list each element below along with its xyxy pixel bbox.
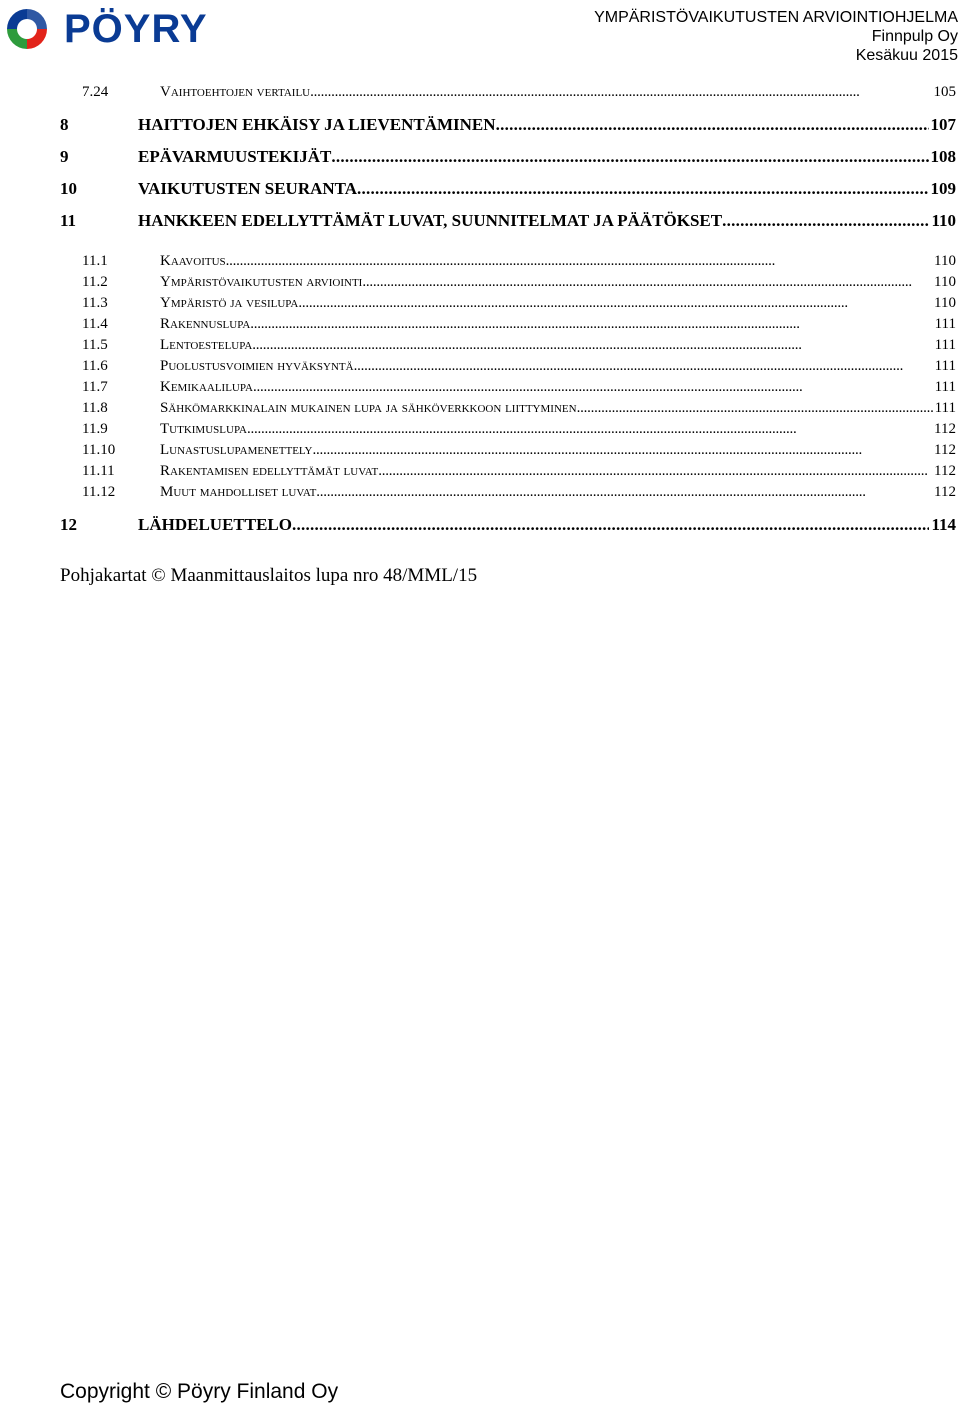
toc-entry[interactable] — [60, 400, 956, 421]
toc-dot-leader — [292, 515, 929, 535]
toc-dot-leader — [496, 115, 929, 135]
poyry-logo — [4, 6, 208, 52]
toc-entry[interactable] — [60, 115, 956, 147]
page-footer: Copyright © Pöyry Finland Oy — [60, 1380, 339, 1403]
toc-entry-title: Tutkimuslupa — [160, 421, 247, 437]
toc-entry[interactable] — [60, 442, 956, 463]
toc-dot-leader — [722, 211, 929, 231]
toc-entry-number: 12 — [60, 515, 77, 534]
toc-dot-leader — [316, 484, 932, 501]
toc-entry-number: 11.2 — [82, 274, 108, 290]
toc-entry-page: 112 — [934, 484, 956, 500]
toc-entry[interactable] — [60, 147, 956, 179]
header-client: Finnpulp Oy — [871, 28, 958, 45]
toc-entry-title: Puolustusvoimien hyväksyntä — [160, 358, 354, 374]
toc-dot-leader — [247, 421, 932, 438]
toc-dot-leader — [362, 274, 932, 291]
poyry-logo-icon — [4, 6, 50, 52]
toc-entry-page: 111 — [934, 358, 956, 374]
toc-entry-page: 112 — [934, 463, 956, 479]
toc-entry-title: EPÄVARMUUSTEKIJÄT — [138, 147, 332, 166]
toc-entry[interactable] — [60, 515, 956, 547]
toc-dot-leader — [298, 295, 932, 312]
toc-entry-number: 11.3 — [82, 295, 108, 311]
toc-entry-title: Ympäristövaikutusten arviointi — [160, 274, 363, 290]
toc-dot-leader — [253, 379, 933, 396]
toc-entry-page: 111 — [934, 316, 956, 332]
toc-entry[interactable] — [60, 316, 956, 337]
toc-entry-title: VAIKUTUSTEN SEURANTA — [138, 179, 358, 198]
toc-entry-number: 11.4 — [82, 316, 108, 332]
header-document-title: YMPÄRISTÖVAIKUTUSTEN ARVIOINTIOHJELMA — [594, 9, 958, 26]
toc-entry[interactable] — [60, 463, 956, 484]
map-copyright-note: Pohjakartat © Maanmittauslaitos lupa nro 48/MML/15 — [60, 565, 478, 586]
toc-entry-number: 11.12 — [82, 484, 116, 500]
toc-entry-page: 105 — [933, 84, 956, 100]
toc-entry-number: 11.7 — [82, 379, 108, 395]
toc-dot-leader — [250, 316, 932, 333]
document-header — [594, 8, 958, 65]
toc-entry-number: 10 — [60, 179, 77, 198]
toc-entry[interactable] — [60, 211, 956, 243]
toc-entry[interactable] — [60, 84, 956, 105]
toc-entry-page: 112 — [934, 442, 956, 458]
toc-entry-number: 11.6 — [82, 358, 108, 374]
toc-entry[interactable] — [60, 179, 956, 211]
toc-dot-leader — [378, 463, 932, 480]
toc-dot-leader — [354, 358, 933, 375]
toc-entry[interactable] — [60, 358, 956, 379]
toc-entry-page: 110 — [934, 295, 956, 311]
toc-entry-page: 111 — [934, 400, 956, 416]
toc-entry-title: Sähkömarkkinalain mukainen lupa ja sähköverkkoon liittyminen — [160, 400, 577, 416]
toc-dot-leader — [357, 179, 928, 199]
toc-dot-leader — [331, 147, 928, 167]
toc-entry-number: 11.10 — [82, 442, 116, 458]
toc-entry-title: Lentoestelupa — [160, 337, 253, 353]
toc-entry-title: LÄHDELUETTELO — [138, 515, 292, 534]
logo-wordmark: PÖYRY — [64, 7, 208, 51]
toc-dot-leader — [577, 400, 933, 417]
toc-entry-page: 107 — [930, 115, 956, 134]
toc-entry-title: Kaavoitus — [160, 253, 226, 269]
toc-entry[interactable] — [60, 484, 956, 505]
toc-entry-page: 111 — [934, 379, 956, 395]
toc-entry[interactable] — [60, 295, 956, 316]
toc-entry-page: 110 — [931, 211, 956, 230]
toc-entry-number: 11 — [60, 211, 77, 230]
toc-entry-number: 11.11 — [82, 463, 115, 479]
toc-dot-leader — [226, 253, 932, 270]
toc-entry-page: 109 — [930, 179, 956, 198]
toc-entry-number: 11.8 — [82, 400, 108, 416]
toc-entry-title: Ympäristö ja vesilupa — [160, 295, 299, 311]
toc-entry-title: Lunastuslupamenettely — [160, 442, 313, 458]
toc-dot-leader — [313, 442, 933, 459]
toc-dot-leader — [310, 84, 931, 101]
toc-entry-title: Rakentamisen edellyttämät luvat — [160, 463, 379, 479]
toc-entry[interactable] — [60, 253, 956, 274]
toc-entry-page: 110 — [934, 253, 956, 269]
toc-entry-page: 110 — [934, 274, 956, 290]
header-date: Kesäkuu 2015 — [855, 47, 958, 64]
toc-entry-page: 111 — [934, 337, 956, 353]
toc-entry-title: Vaihtoehtojen vertailu — [160, 84, 311, 100]
toc-entry-title: Rakennuslupa — [160, 316, 251, 332]
table-of-contents — [60, 84, 956, 547]
toc-entry-number: 11.5 — [82, 337, 108, 353]
toc-entry-number: 11.1 — [82, 253, 108, 269]
toc-entry-number: 7.24 — [82, 84, 109, 100]
toc-entry[interactable] — [60, 274, 956, 295]
toc-entry[interactable] — [60, 379, 956, 400]
toc-entry[interactable] — [60, 421, 956, 442]
toc-entry[interactable] — [60, 337, 956, 358]
toc-dot-leader — [252, 337, 932, 354]
toc-entry-number: 8 — [60, 115, 69, 134]
toc-entry-page: 112 — [934, 421, 956, 437]
toc-entry-number: 11.9 — [82, 421, 108, 437]
toc-entry-title: Muut mahdolliset luvat — [160, 484, 317, 500]
toc-entry-title: Kemikaalilupa — [160, 379, 253, 395]
toc-entry-page: 108 — [930, 147, 956, 166]
toc-entry-page: 114 — [931, 515, 956, 534]
toc-entry-number: 9 — [60, 147, 69, 166]
toc-entry-title: HAITTOJEN EHKÄISY JA LIEVENTÄMINEN — [138, 115, 496, 134]
toc-entry-title: HANKKEEN EDELLYTTÄMÄT LUVAT, SUUNNITELMAT JA PÄÄTÖKSET — [138, 211, 723, 230]
